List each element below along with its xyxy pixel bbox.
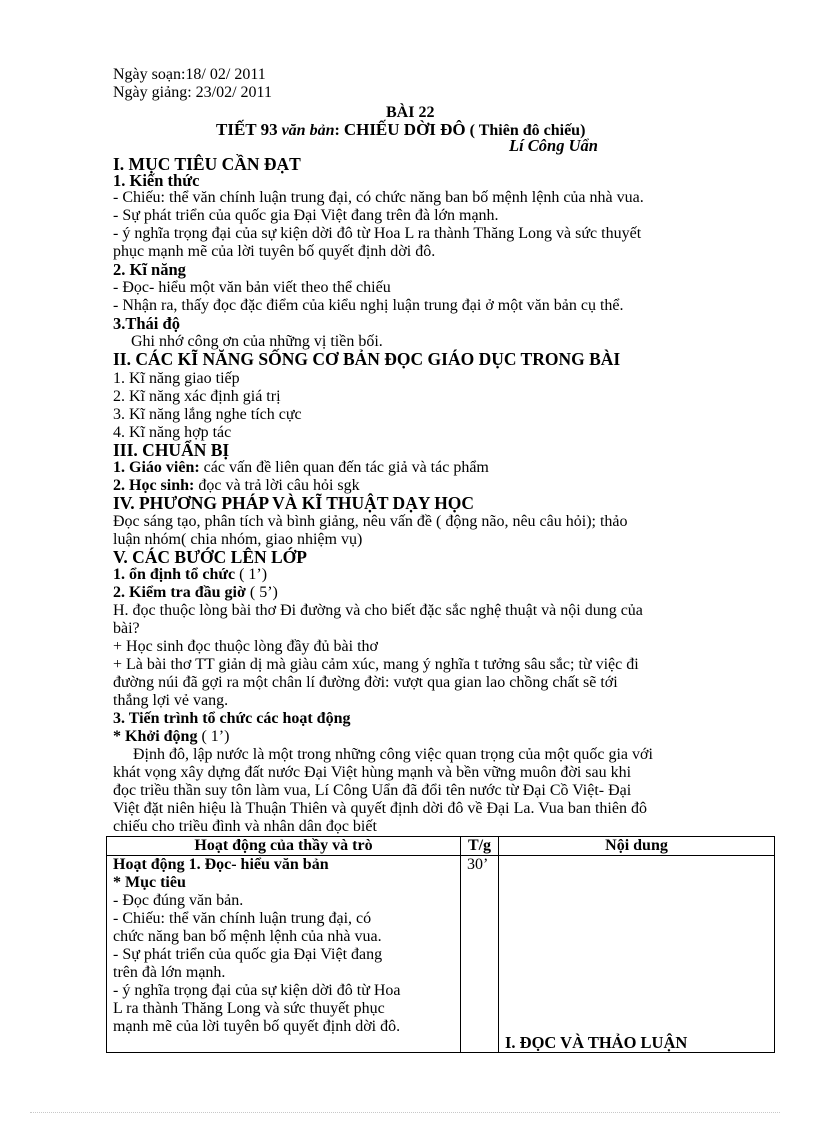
attitude-heading: 3.Thái độ xyxy=(113,314,180,333)
time-cell xyxy=(461,856,499,1053)
activity-1-title: Hoạt động 1. Đọc- hiểu văn bản xyxy=(113,856,329,873)
activity-line: - ý nghĩa trọng đại của sự kiện dời đô từ Hoa xyxy=(113,982,401,999)
life-skill-item: 1. Kĩ năng giao tiếp xyxy=(113,370,240,387)
check-line: H. đọc thuộc lòng bài thơ Đi đường và cho biết đặc sắc nghệ thuật và nội dung của xyxy=(113,602,643,619)
table-row xyxy=(107,856,775,1053)
warmup-line: khát vọng xây dựng đất nước Đại Việt hùng mạnh và bền vững muôn đời sau khi xyxy=(113,764,632,781)
skills-item: - Nhận ra, thấy đọc đặc điểm của kiểu nghị luận trung đại ở một văn bản cụ thể. xyxy=(113,297,624,314)
teaching-date: Ngày giảng: 23/02/ 2011 xyxy=(113,84,272,101)
step-2-label: 2. Kiểm tra đầu giờ xyxy=(113,584,246,601)
section-3-heading: III. CHUẨN BỊ xyxy=(113,440,230,460)
activity-line: - Sự phát triển của quốc gia Đại Việt đang xyxy=(113,946,383,963)
activity-line: trên đà lớn mạnh. xyxy=(113,964,226,981)
warmup-time: ( 1’) xyxy=(197,728,230,745)
page-bottom-divider xyxy=(30,1112,780,1113)
warmup xyxy=(113,728,229,745)
knowledge-item: - Chiếu: thể văn chính luận trung đại, có chức năng ban bố mệnh lệnh của nhà vua. xyxy=(113,189,644,206)
life-skill-item: 2. Kĩ năng xác định giá trị xyxy=(113,388,281,405)
text-type-label: văn bản xyxy=(281,122,335,139)
teacher-prep xyxy=(113,459,489,476)
life-skill-item: 3. Kĩ năng lắng nghe tích cực xyxy=(113,406,302,423)
activity-line: chức năng ban bố mệnh lệnh của nhà vua. xyxy=(113,928,382,945)
method-line: luận nhóm( chia nhóm, giao nhiệm vụ) xyxy=(113,531,363,548)
prep-date: Ngày soạn:18/ 02/ 2011 xyxy=(113,66,266,83)
warmup-line: Định đô, lập nước là một trong những công việc quan trọng của một quốc gia với xyxy=(133,746,653,763)
period-number: TIẾT 93 xyxy=(216,120,278,139)
lesson-number: BÀI 22 xyxy=(386,104,435,121)
activity-line: - Chiếu: thể văn chính luận trung đại, có xyxy=(113,910,372,927)
warmup-line: Việt đặt niên hiệu là Thuận Thiên và quyết định dời đô về Đại La. Vua ban thiên đô xyxy=(113,800,647,817)
check-line: đường núi đã gợi ra một chân lí đường đời: vượt qua gian lao chồng chất sẽ tới xyxy=(113,674,618,691)
activity-line: L ra thành Thăng Long và sức thuyết phục xyxy=(113,1000,385,1017)
header-time: T/g xyxy=(461,837,499,856)
check-line: bài? xyxy=(113,620,140,637)
warmup-label: * Khởi động xyxy=(113,728,198,745)
objectives-label: * Mục tiêu xyxy=(113,874,186,891)
section-2-heading: II. CÁC KĨ NĂNG SỐNG CƠ BẢN ĐỌC GIÁO DỤC TRONG BÀI xyxy=(113,349,621,369)
step-2-time: ( 5’) xyxy=(245,584,278,601)
knowledge-item: phục mạnh mẽ của lời tuyên bố quyết định dời đô. xyxy=(113,243,436,260)
knowledge-heading: 1. Kiến thức xyxy=(113,171,200,190)
skills-heading: 2. Kĩ năng xyxy=(113,260,186,279)
time-value: 30’ xyxy=(467,856,489,873)
activity-line: mạnh mẽ của lời tuyên bố quyết định dời đô. xyxy=(113,1018,401,1035)
section-5-heading: V. CÁC BƯỚC LÊN LỚP xyxy=(113,547,307,567)
life-skill-item: 4. Kĩ năng hợp tác xyxy=(113,424,232,441)
section-4-heading: IV. PHƯƠNG PHÁP VÀ KĨ THUẬT DẠY HỌC xyxy=(113,493,475,513)
check-line: + Học sinh đọc thuộc lòng đầy đủ bài thơ xyxy=(113,638,378,655)
table-header-row xyxy=(107,837,775,856)
warmup-line: đọc triều thần suy tôn làm vua, Lí Công Uẩn đã đổi tên nước từ Đại Cồ Việt- Đại xyxy=(113,782,632,799)
teacher-label: 1. Giáo viên: xyxy=(113,459,200,476)
student-label: 2. Học sinh: xyxy=(113,477,195,494)
step-1-label: 1. ổn định tổ chức xyxy=(113,566,236,583)
header-content: Nội dung xyxy=(499,837,775,856)
student-prep xyxy=(113,477,360,494)
teacher-text: các vấn đề liên quan đến tác giả và tác phẩm xyxy=(199,459,489,476)
warmup-line: chiếu cho triều đình và nhân dân đọc biết xyxy=(113,818,377,835)
text-subtitle: ( Thiên đô chiếu) xyxy=(469,122,586,139)
check-line: + Là bài thơ TT giản dị mà giàu cảm xúc, mang ý nghĩa t tưởng sâu sắc; từ việc đi xyxy=(113,656,639,673)
knowledge-item: - Sự phát triển của quốc gia Đại Việt đang trên đà lớn mạnh. xyxy=(113,207,499,224)
skills-item: - Đọc- hiểu một văn bản viết theo thể chiếu xyxy=(113,279,391,296)
section-1-heading: I. MỤC TIÊU CẦN ĐẠT xyxy=(113,154,301,174)
step-2 xyxy=(113,584,278,601)
text-title: CHIẾU DỜI ĐÔ xyxy=(343,120,466,139)
attitude-item: Ghi nhớ công ơn của những vị tiền bối. xyxy=(131,333,383,350)
activity-table xyxy=(106,836,775,1053)
header-activities: Hoạt động của thầy và trò xyxy=(107,837,461,856)
step-1-time: ( 1’) xyxy=(235,566,268,583)
activity-cell xyxy=(107,856,461,1053)
title-colon: : xyxy=(334,122,340,139)
method-line: Đọc sáng tạo, phân tích và bình giảng, nêu vấn đề ( động não, nêu câu hỏi); thảo xyxy=(113,513,628,530)
content-heading: I. ĐỌC VÀ THẢO LUẬN xyxy=(505,1033,688,1052)
activity-line: - Đọc đúng văn bản. xyxy=(113,892,244,909)
content-cell xyxy=(499,856,775,1053)
knowledge-item: - ý nghĩa trọng đại của sự kiện dời đô từ Hoa L ra thành Thăng Long và sức thuyết xyxy=(113,225,642,242)
process-heading: 3. Tiến trình tổ chức các hoạt động xyxy=(113,710,351,727)
step-1 xyxy=(113,566,267,583)
check-line: thắng lợi vẻ vang. xyxy=(113,692,229,709)
student-text: đọc và trả lời câu hỏi sgk xyxy=(194,477,360,494)
author-name: Lí Công Uẩn xyxy=(509,136,598,155)
